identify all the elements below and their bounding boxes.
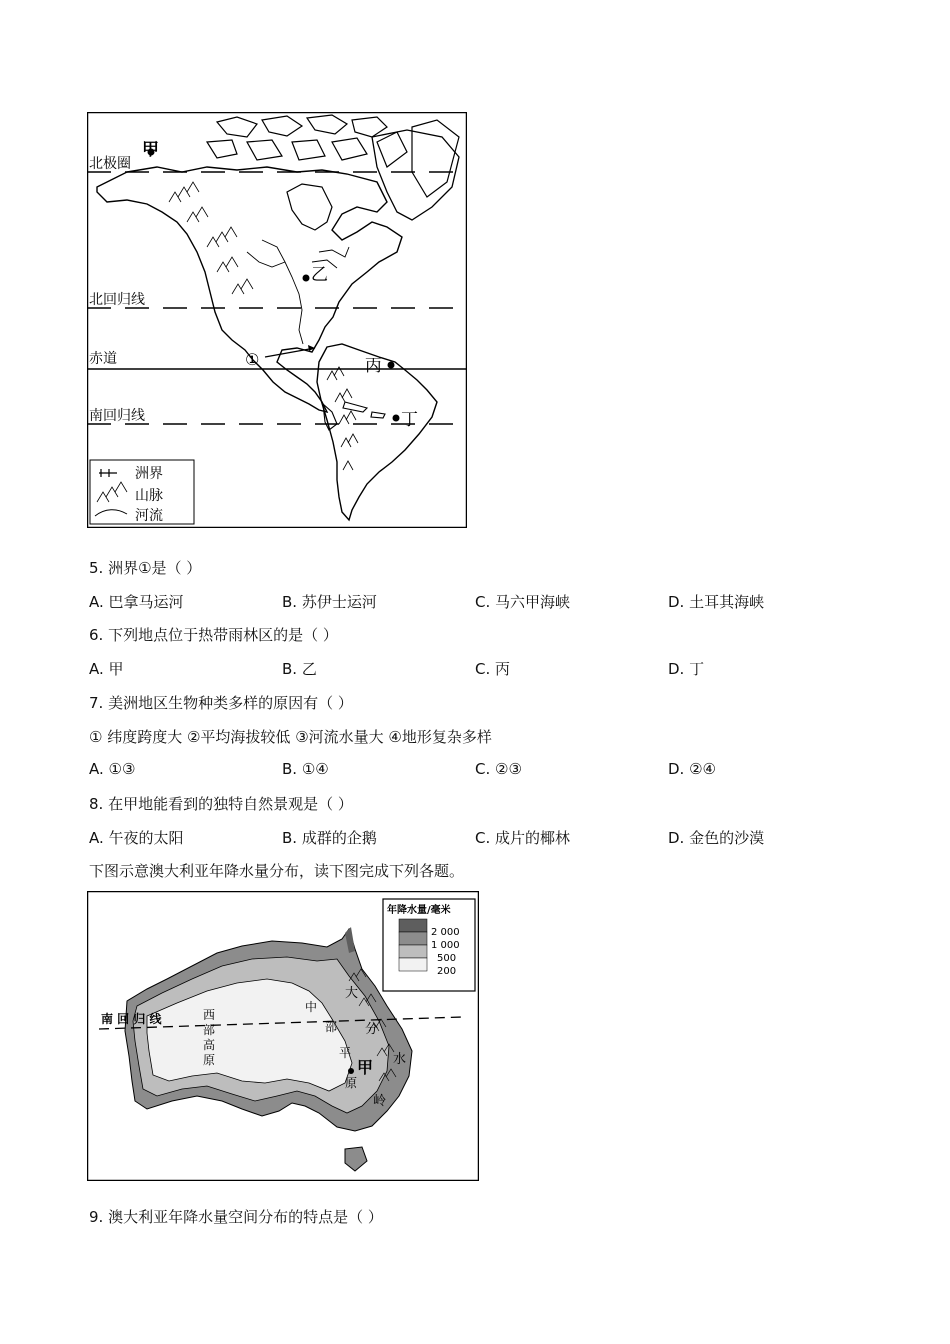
map-label: 高: [203, 1038, 216, 1052]
australia-intro: 下图示意澳大利亚年降水量分布，读下图完成下列各题。: [89, 862, 465, 880]
q7-option-c[interactable]: C. ②③: [475, 760, 522, 778]
question-8: 8. 在甲地能看到的独特自然景观是（ ）: [89, 795, 353, 813]
q8-option-b[interactable]: B. 成群的企鹅: [282, 829, 377, 847]
map-label: 原: [345, 1076, 358, 1090]
point-yi: 乙: [311, 265, 328, 285]
map-label: 500: [437, 953, 457, 964]
point-jia: 甲: [142, 140, 159, 160]
q7-option-b[interactable]: B. ①④: [282, 760, 329, 778]
legend-river: 河流: [135, 508, 163, 524]
map-label: 部: [325, 1020, 338, 1034]
q7-option-a[interactable]: A. ①③: [89, 760, 136, 778]
q8-option-d[interactable]: D. 金色的沙漠: [668, 829, 765, 847]
q7-option-d[interactable]: D. ②④: [668, 760, 716, 778]
question-7: 7. 美洲地区生物种类多样的原因有（ ）: [89, 694, 353, 712]
map-label: 1 000: [431, 940, 460, 951]
australia-precipitation-map: [87, 891, 479, 1181]
map-label: 原: [203, 1053, 216, 1067]
legend-mountain: 山脉: [135, 488, 163, 504]
tropic-capricorn-label: 南回归线: [89, 408, 145, 424]
map-label: 200: [437, 966, 457, 977]
q8-option-a[interactable]: A. 午夜的太阳: [89, 829, 184, 847]
tropic-cancer-label: 北回归线: [89, 292, 145, 308]
question-7-statements: ① 纬度跨度大 ②平均海拔较低 ③河流水量大 ④地形复杂多样: [89, 728, 492, 746]
q5-option-c[interactable]: C. 马六甲海峡: [475, 593, 571, 611]
point-bing: 丙: [365, 356, 382, 376]
americas-map: [87, 112, 467, 528]
equator-label: 赤道: [89, 351, 117, 367]
legend-boundary: 洲界: [135, 466, 163, 482]
legend-title: 年降水量/毫米: [387, 905, 451, 916]
q5-option-d[interactable]: D. 土耳其海峡: [668, 593, 765, 611]
q8-option-c[interactable]: C. 成片的椰林: [475, 829, 571, 847]
question-6: 6. 下列地点位于热带雨林区的是（ ）: [89, 626, 338, 644]
question-9: 9. 澳大利亚年降水量空间分布的特点是（ ）: [89, 1208, 383, 1226]
point-ding: 丁: [401, 410, 418, 430]
map-label: 中: [305, 1000, 318, 1014]
boundary-marker-1: ①: [245, 350, 260, 369]
q6-option-d[interactable]: D. 丁: [668, 660, 705, 678]
q6-option-b[interactable]: B. 乙: [282, 660, 317, 678]
question-5: 5. 洲界①是（ ）: [89, 559, 202, 577]
map-label: 岭: [373, 1094, 387, 1109]
map-label: 分: [365, 1022, 379, 1037]
map-label: 水: [393, 1052, 407, 1067]
map-label: 部: [203, 1023, 216, 1037]
q6-option-a[interactable]: A. 甲: [89, 660, 124, 678]
q6-option-c[interactable]: C. 丙: [475, 660, 511, 678]
map-label: 大: [345, 986, 359, 1001]
map-label: 平: [339, 1046, 352, 1060]
map-label: 西: [203, 1008, 216, 1022]
q5-option-a[interactable]: A. 巴拿马运河: [89, 593, 184, 611]
arctic-circle-label: 北极圈: [89, 156, 131, 172]
tropic-label-au: 南 回 归 线: [101, 1012, 162, 1026]
q5-option-b[interactable]: B. 苏伊士运河: [282, 593, 377, 611]
map-label: 2 000: [431, 927, 460, 938]
point-jia-au: 甲: [357, 1058, 374, 1077]
